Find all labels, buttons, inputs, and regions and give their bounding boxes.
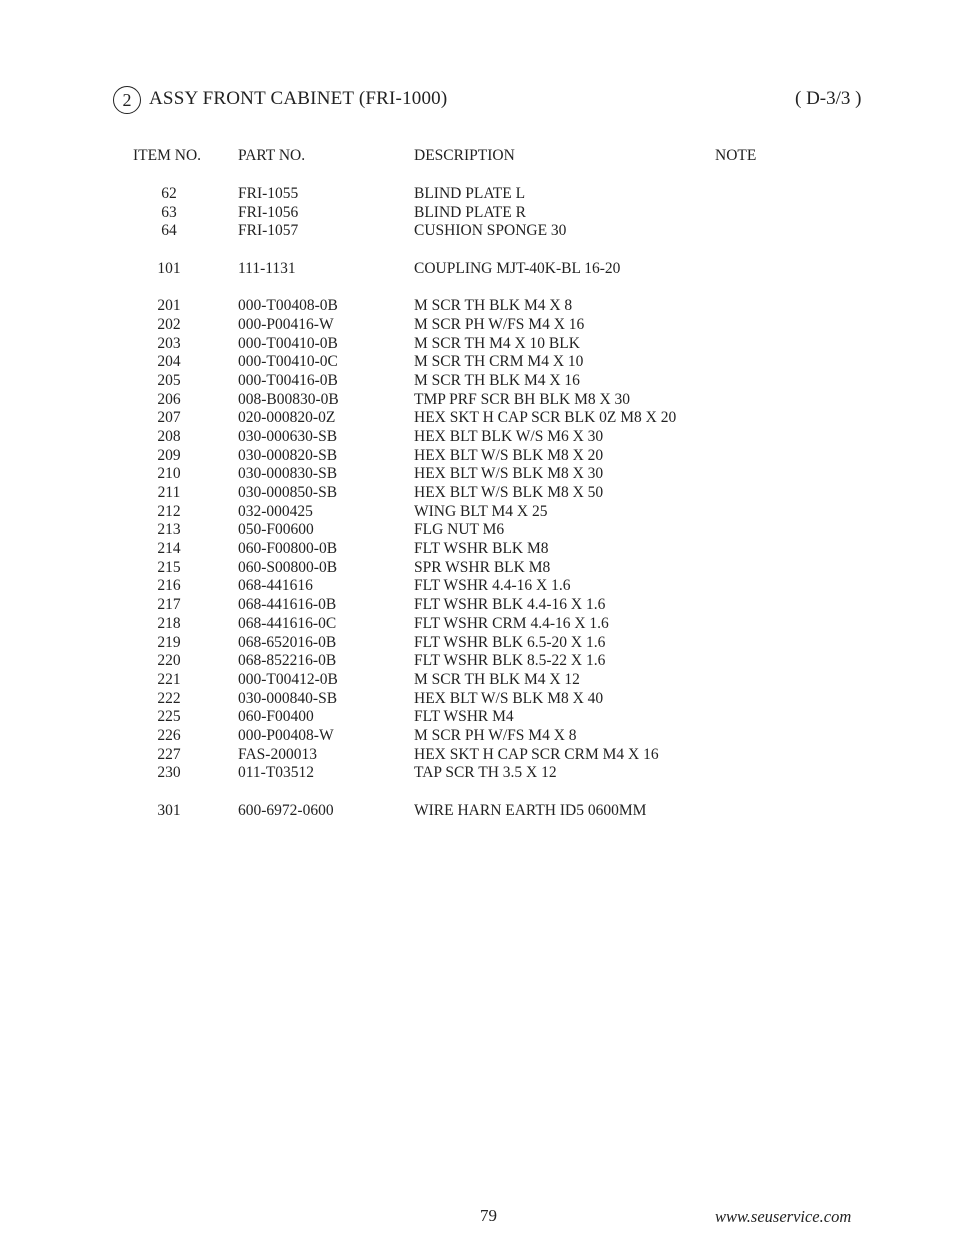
- item-no-cell: 211: [157, 484, 181, 501]
- item-no-cell: 227: [157, 745, 181, 763]
- item-no-cell: 101: [157, 259, 181, 277]
- part-no-cell: 000-P00416-W: [238, 315, 334, 333]
- table-row: [0, 521, 954, 540]
- part-no-cell: FAS-200013: [238, 745, 317, 763]
- description-cell: HEX BLT W/S BLK M8 X 50: [414, 484, 604, 501]
- table-row: [0, 185, 954, 204]
- description-cell: FLG NUT M6: [414, 521, 505, 539]
- description-cell: M SCR TH BLK M4 X 12: [414, 670, 580, 688]
- item-no-cell: 201: [157, 297, 181, 315]
- part-no-cell: 600-6972-0600: [238, 801, 334, 819]
- part-no-cell: 030-000840-SB: [238, 689, 338, 707]
- table-row: [0, 391, 954, 410]
- description-cell: SPR WSHR BLK M8: [414, 558, 551, 576]
- part-no-cell: 008-B00830-0B: [238, 390, 339, 408]
- column-header-item-no: ITEM NO.: [133, 147, 202, 164]
- page-title: ASSY FRONT CABINET (FRI-1000): [149, 88, 448, 109]
- description-cell: FLT WSHR M4: [414, 708, 514, 726]
- item-no-cell: 206: [157, 390, 181, 408]
- table-row: [0, 503, 954, 522]
- item-no-cell: 230: [157, 764, 181, 782]
- item-no-cell: 64: [161, 222, 177, 240]
- table-row: [0, 465, 954, 484]
- item-no-cell: 208: [157, 427, 181, 445]
- item-no-cell: 301: [157, 801, 181, 819]
- part-no-cell: 000-T00408-0B: [238, 297, 338, 315]
- description-cell: FLT WSHR BLK M8: [414, 540, 549, 558]
- item-no-cell: 215: [157, 558, 181, 576]
- table-row: [0, 204, 954, 223]
- part-no-cell: 000-T00416-0B: [238, 371, 338, 389]
- table-row: [0, 559, 954, 578]
- table-row: [0, 297, 954, 316]
- part-no-cell: 032-000425: [238, 502, 313, 520]
- item-no-cell: 212: [157, 502, 181, 520]
- column-header-part-no: PART NO.: [238, 147, 306, 164]
- table-row: [0, 746, 954, 765]
- item-no-cell: 209: [157, 446, 181, 464]
- part-no-cell: 000-T00412-0B: [238, 670, 338, 688]
- description-cell: TMP PRF SCR BH BLK M8 X 30: [414, 390, 631, 408]
- item-no-cell: 222: [157, 689, 181, 707]
- description-cell: BLIND PLATE L: [414, 185, 526, 202]
- description-cell: HEX SKT H CAP SCR BLK 0Z M8 X 20: [414, 409, 677, 427]
- part-no-cell: 030-000850-SB: [238, 484, 338, 501]
- part-no-cell: 068-852216-0B: [238, 652, 337, 670]
- item-no-cell: 221: [157, 670, 181, 688]
- description-cell: CUSHION SPONGE 30: [414, 222, 567, 240]
- part-no-cell: 060-F00800-0B: [238, 540, 338, 558]
- description-cell: COUPLING MJT-40K-BL 16-20: [414, 259, 621, 277]
- part-no-cell: 030-000820-SB: [238, 446, 338, 464]
- column-header-note: NOTE: [715, 147, 757, 164]
- description-cell: BLIND PLATE R: [414, 203, 526, 221]
- part-no-cell: FRI-1055: [238, 185, 299, 202]
- part-no-cell: 068-652016-0B: [238, 633, 337, 651]
- part-no-cell: FRI-1057: [238, 222, 299, 240]
- part-no-cell: 060-S00800-0B: [238, 558, 338, 576]
- table-row: [0, 447, 954, 466]
- description-cell: FLT WSHR BLK 4.4-16 X 1.6: [414, 596, 606, 614]
- description-cell: M SCR TH BLK M4 X 16: [414, 371, 580, 389]
- item-no-cell: 62: [161, 185, 177, 202]
- table-row: [0, 671, 954, 690]
- part-no-cell: 068-441616: [238, 577, 313, 595]
- description-cell: M SCR TH BLK M4 X 8: [414, 297, 573, 315]
- part-no-cell: 000-T00410-0C: [238, 353, 338, 371]
- item-no-cell: 214: [157, 540, 181, 558]
- table-row: [0, 372, 954, 391]
- table-row: [0, 802, 954, 821]
- item-no-cell: 202: [157, 315, 181, 333]
- table-row: [0, 727, 954, 746]
- item-no-cell: 218: [157, 614, 181, 632]
- item-no-cell: 220: [157, 652, 181, 670]
- description-cell: HEX SKT H CAP SCR CRM M4 X 16: [414, 745, 659, 763]
- description-cell: WING BLT M4 X 25: [414, 502, 548, 520]
- section-number: 2: [122, 90, 132, 110]
- table-row: [0, 634, 954, 653]
- description-cell: HEX BLT W/S BLK M8 X 30: [414, 465, 604, 483]
- part-no-cell: 000-P00408-W: [238, 726, 334, 744]
- table-row: [0, 652, 954, 671]
- part-no-cell: 030-000630-SB: [238, 427, 338, 445]
- part-no-cell: 050-F00600: [238, 521, 314, 539]
- part-no-cell: 020-000820-0Z: [238, 409, 336, 427]
- item-no-cell: 226: [157, 726, 181, 744]
- table-row: [0, 335, 954, 354]
- table-row: [0, 708, 954, 727]
- item-no-cell: 219: [157, 633, 181, 651]
- item-no-cell: 204: [157, 353, 181, 371]
- part-no-cell: 000-T00410-0B: [238, 334, 338, 352]
- part-no-cell: 068-441616-0B: [238, 596, 337, 614]
- item-no-cell: 63: [161, 203, 177, 221]
- table-row: [0, 540, 954, 559]
- table-row: [0, 428, 954, 447]
- item-no-cell: 203: [157, 334, 181, 352]
- table-row: [0, 764, 954, 783]
- table-row: [0, 260, 954, 279]
- description-cell: FLT WSHR BLK 6.5-20 X 1.6: [414, 633, 606, 651]
- part-no-cell: 068-441616-0C: [238, 614, 337, 632]
- table-row: [0, 222, 954, 241]
- table-row: [0, 577, 954, 596]
- table-row: [0, 316, 954, 335]
- item-no-cell: 225: [157, 708, 181, 726]
- table-row: [0, 615, 954, 634]
- table-row: [0, 690, 954, 709]
- description-cell: M SCR TH M4 X 10 BLK: [414, 334, 580, 352]
- page-reference: ( D-3/3 ): [795, 88, 862, 109]
- description-cell: M SCR TH CRM M4 X 10: [414, 353, 584, 371]
- description-cell: FLT WSHR 4.4-16 X 1.6: [414, 577, 571, 595]
- part-no-cell: FRI-1056: [238, 203, 299, 221]
- description-cell: HEX BLT BLK W/S M6 X 30: [414, 427, 604, 445]
- part-no-cell: 111-1131: [238, 259, 296, 277]
- item-no-cell: 207: [157, 409, 181, 427]
- website-url: www.seuservice.com: [715, 1207, 852, 1226]
- page-number: 79: [480, 1206, 497, 1225]
- description-cell: TAP SCR TH 3.5 X 12: [414, 764, 557, 782]
- description-cell: M SCR PH W/FS M4 X 8: [414, 726, 577, 744]
- table-row: [0, 596, 954, 615]
- description-cell: HEX BLT W/S BLK M8 X 40: [414, 689, 604, 707]
- item-no-cell: 205: [157, 371, 181, 389]
- description-cell: WIRE HARN EARTH ID5 0600MM: [414, 801, 647, 819]
- part-no-cell: 060-F00400: [238, 708, 314, 726]
- table-row: [0, 353, 954, 372]
- part-no-cell: 011-T03512: [238, 764, 315, 782]
- table-row: [0, 409, 954, 428]
- item-no-cell: 210: [157, 465, 181, 483]
- description-cell: M SCR PH W/FS M4 X 16: [414, 315, 585, 333]
- item-no-cell: 213: [157, 521, 181, 539]
- table-row: [0, 484, 954, 503]
- description-cell: HEX BLT W/S BLK M8 X 20: [414, 446, 604, 464]
- parts-list: [0, 185, 954, 820]
- section-number-badge: [113, 86, 141, 114]
- column-header-description: DESCRIPTION: [414, 147, 515, 164]
- item-no-cell: 217: [157, 596, 181, 614]
- item-no-cell: 216: [157, 577, 181, 595]
- part-no-cell: 030-000830-SB: [238, 465, 338, 483]
- description-cell: FLT WSHR CRM 4.4-16 X 1.6: [414, 614, 609, 632]
- description-cell: FLT WSHR BLK 8.5-22 X 1.6: [414, 652, 606, 670]
